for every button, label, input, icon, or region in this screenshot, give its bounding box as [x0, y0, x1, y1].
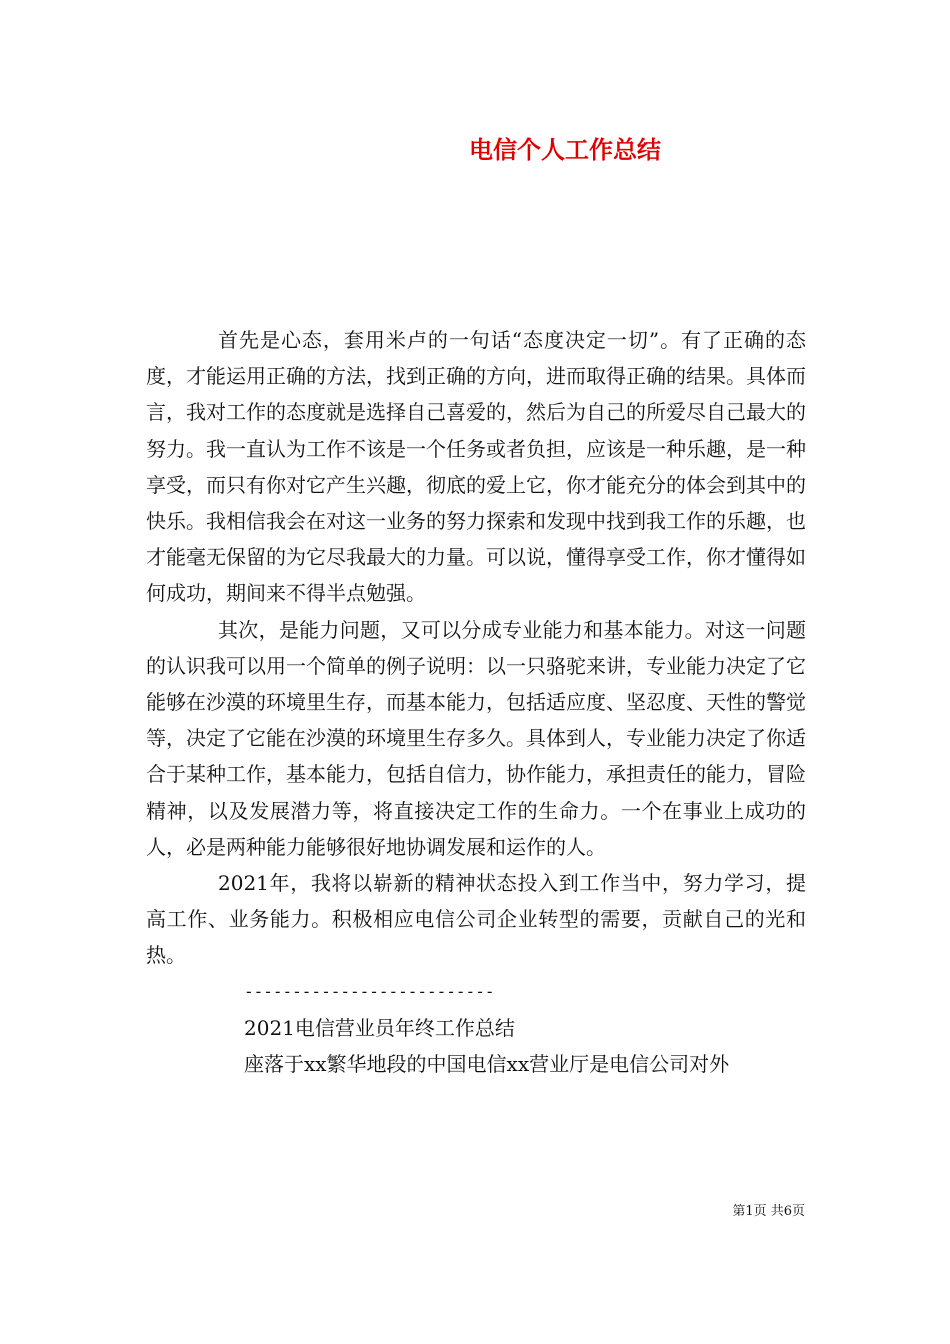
paragraph-next-start: 座落于xx繁华地段的中国电信xx营业厅是电信公司对外 — [244, 1052, 730, 1077]
section-subtitle: 2021电信营业员年终工作总结 — [244, 1015, 515, 1040]
section-separator: -------------------------- — [244, 981, 495, 1001]
paragraph-attitude: 首先是心态，套用米卢的一句话“态度决定一切”。有了正确的态度，才能运用正确的方法，找到正确的方向，进而取得正确的结果。具体而言，我对工作的态度就是选择自己喜爱的，然后为自己的所爱尽自己最大的努力。我一直认为工作不该是一个任务或者负担，应该是一种乐趣，是一种享受，而只有你对它产生兴趣，彻底的爱上它，你才能充分的体会到其中的快乐。我相信我会在对这一业务的努力探索和发现中找到我工作的乐趣，也才能毫无保留的为它尽我最大的力量。可以说，懂得享受工作，你才懂得如何成功，期间来不得半点勉强。 — [146, 328, 806, 606]
paragraph-ability: 其次，是能力问题，又可以分成专业能力和基本能力。对这一问题的认识我可以用一个简单的例子说明：以一只骆驼来讲，专业能力决定了它能够在沙漠的环境里生存，而基本能力，包括适应度、坚忍度、天性的警觉等，决定了它能在沙漠的环境里生存多久。具体到人，专业能力决定了你适合于某种工作，基本能力，包括自信力，协作能力，承担责任的能力，冒险精神，以及发展潜力等，将直接决定工作的生命力。一个在事业上成功的人，必是两种能力能够很好地协调发展和运作的人。 — [146, 617, 806, 859]
paragraph-plan-2021: 2021年，我将以崭新的精神状态投入到工作当中，努力学习，提高工作、业务能力。积极相应电信公司企业转型的需要，贡献自己的光和热。 — [146, 871, 806, 968]
document-title: 电信个人工作总结 — [469, 136, 661, 164]
page-number: 第1页 共6页 — [732, 1204, 805, 1219]
document-body — [146, 322, 806, 1082]
